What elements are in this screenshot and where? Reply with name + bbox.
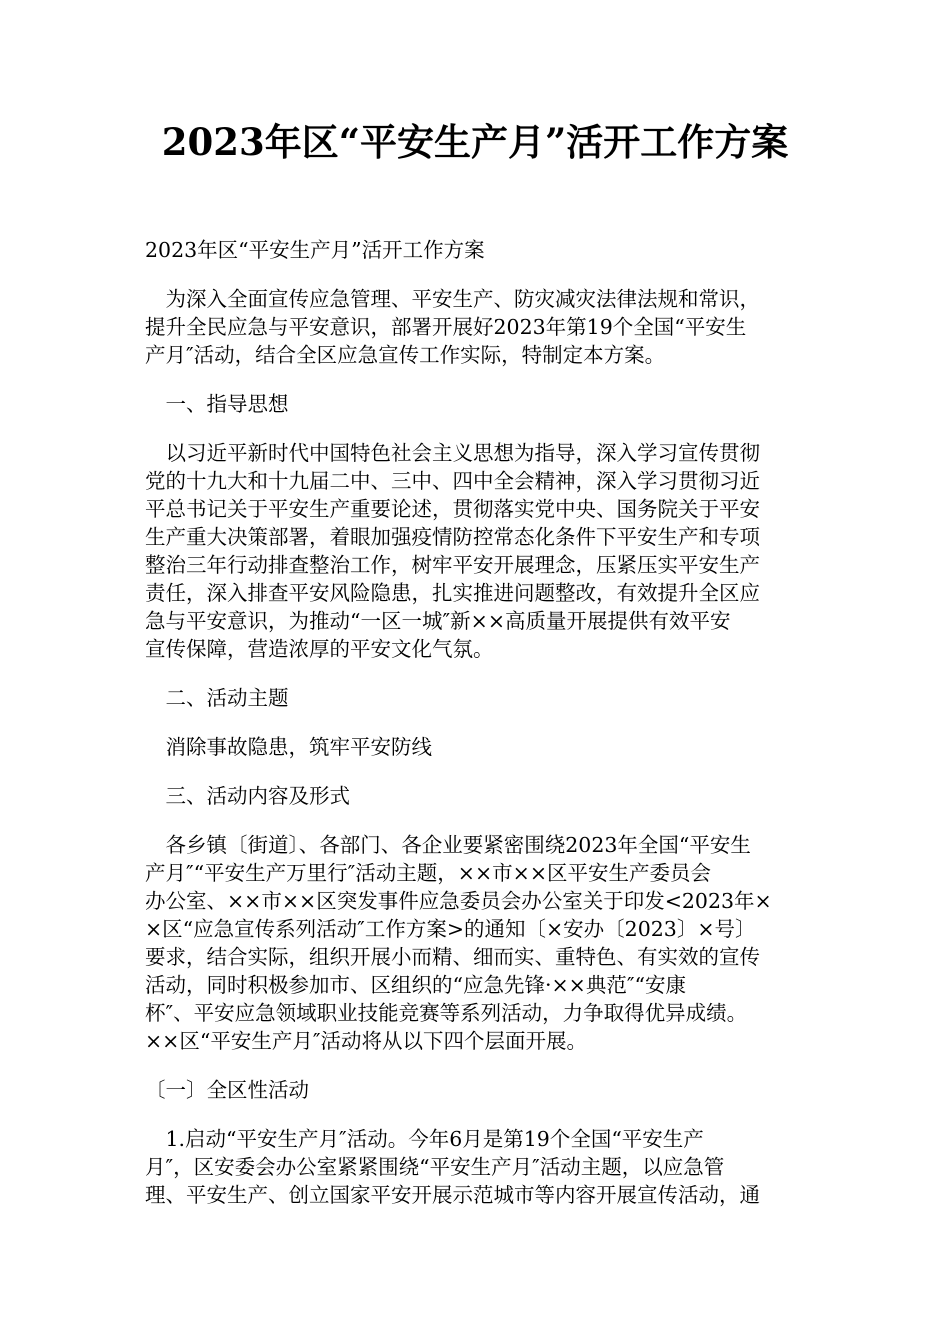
paragraph	[145, 1125, 810, 1209]
section-heading	[145, 782, 810, 810]
text-line: 为深入全面宣传应急管理、平安生产、防灾减灾法律法规和常识，	[145, 287, 760, 311]
text-line: 责任，深入排查平安风险隐患，扎实推进问题整改，有效提升全区应	[145, 581, 760, 605]
paragraph	[145, 733, 810, 761]
text-line: 党的十九大和十九届二中、三中、四中全会精神，深入学习贯彻习近	[145, 469, 760, 493]
text-line: 宣传保障，营造浓厚的平安文化气氛。	[145, 637, 494, 661]
text-line: 消除事故隐患，筑牢平安防线	[145, 735, 432, 759]
text-line: 月″，区安委会办公室紧紧围绕“平安生产月″活动主题，以应急管	[145, 1155, 725, 1179]
text-line: 杯″、平安应急领域职业技能竞赛等系列活动，力争取得优异成绩。	[145, 1001, 748, 1025]
paragraph	[145, 285, 810, 369]
text-line: ××区“平安生产月″活动将从以下四个层面开展。	[145, 1029, 587, 1053]
text-line: 平总书记关于平安生产重要论述，贯彻落实党中央、国务院关于平安	[145, 497, 760, 521]
subtitle: 2023年区“平安生产月”活开工作方案	[145, 238, 485, 262]
section-heading	[145, 684, 810, 712]
text-line: 产月″“平安生产万里行″活动主题，××市××区平安生产委员会	[145, 861, 712, 885]
text-line: 办公室、××市××区突发事件应急委员会办公室关于印发<2023年×	[145, 889, 772, 913]
document-title: 2023年区“平安生产月”活开工作方案	[161, 120, 789, 164]
document-body	[145, 236, 810, 1230]
text-line: 提升全民应急与平安意识，部署开展好2023年第19个全国“平安生	[145, 315, 747, 339]
text-line: 以习近平新时代中国特色社会主义思想为指导，深入学习宣传贯彻	[145, 441, 760, 465]
text-line: 〔一〕全区性活动	[145, 1078, 309, 1102]
text-line: 活动，同时积极参加市、区组织的“应急先锋·××典范″“安康	[145, 973, 686, 997]
text-line: 二、活动主题	[145, 686, 289, 710]
text-line: 一、指导思想	[145, 392, 289, 416]
text-line: 产月″活动，结合全区应急宣传工作实际，特制定本方案。	[145, 343, 666, 367]
text-line: 三、活动内容及形式	[145, 784, 350, 808]
text-line: 急与平安意识，为推动“一区一城″新××高质量开展提供有效平安	[145, 609, 731, 633]
text-line: 要求，结合实际，组织开展小而精、细而实、重特色、有实效的宣传	[145, 945, 760, 969]
section-heading	[145, 390, 810, 418]
text-line: 各乡镇〔街道〕、各部门、各企业要紧密围绕2023年全国“平安生	[145, 833, 751, 857]
section-heading	[145, 1076, 810, 1104]
text-line: ×区“应急宣传系列活动″工作方案>的通知〔×安办〔2023〕×号〕	[145, 917, 756, 941]
text-line: 理、平安生产、创立国家平安开展示范城市等内容开展宣传活动，通	[145, 1183, 760, 1207]
paragraph	[145, 831, 810, 1055]
text-line: 整治三年行动排查整治工作，树牢平安开展理念，压紧压实平安生产	[145, 553, 760, 577]
text-line: 生产重大决策部署，着眼加强疫情防控常态化条件下平安生产和专项	[145, 525, 760, 549]
text-line: 1.启动“平安生产月″活动。今年6月是第19个全国“平安生产	[145, 1127, 704, 1151]
paragraph	[145, 439, 810, 663]
